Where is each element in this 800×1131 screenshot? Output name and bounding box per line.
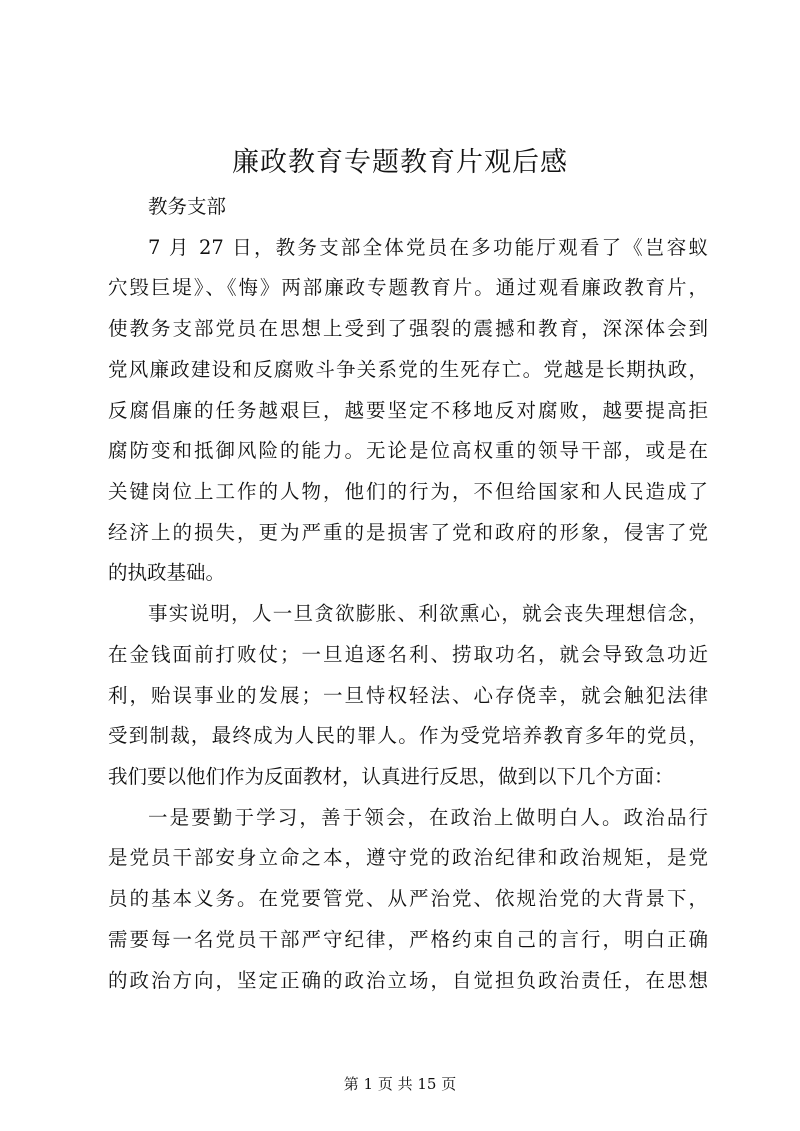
paragraph-line: 腐防变和抵御风险的能力。无论是位高权重的领导干部，或是在 xyxy=(108,439,708,462)
paragraph-line: 经济上的损失，更为严重的是损害了党和政府的形象，侵害了党 xyxy=(108,521,708,544)
paragraph-line: 反腐倡廉的任务越艰巨，越要坚定不移地反对腐败，越要提高拒 xyxy=(108,399,708,422)
paragraph-line: 我们要以他们作为反面教材，认真进行反思，做到以下几个方面： xyxy=(108,765,674,788)
page-number-footer: 第 1 页 共 15 页 xyxy=(343,1075,457,1093)
paragraph-line: 关键岗位上工作的人物，他们的行为，不但给国家和人民造成了 xyxy=(108,480,708,503)
paragraph-line: 穴毁巨堤》、《悔》两部廉政专题教育片。通过观看廉政教育片， xyxy=(108,276,708,299)
paragraph-line: 需要每一名党员干部严守纪律，严格约束自己的言行，明白正确 xyxy=(108,928,708,951)
paragraph-line: 一是要勤于学习，善于领会，在政治上做明白人。政治品行 xyxy=(148,806,708,829)
document-title: 廉政教育专题教育片观后感 xyxy=(232,147,568,178)
paragraph-line: 员的基本义务。在党要管党、从严治党、依规治党的大背景下， xyxy=(108,887,708,910)
paragraph-line: 的政治方向，坚定正确的政治立场，自觉担负政治责任，在思想 xyxy=(108,969,708,992)
paragraph-line: 党风廉政建设和反腐败斗争关系党的生死存亡。党越是长期执政， xyxy=(108,358,708,381)
paragraph-line: 的执政基础。 xyxy=(108,561,226,584)
paragraph-line: 受到制裁，最终成为人民的罪人。作为受党培养教育多年的党员， xyxy=(108,724,708,747)
paragraph-line: 在金钱面前打败仗；一旦追逐名利、捞取功名，就会导致急功近 xyxy=(108,643,708,666)
paragraph-line: 7 月 27 日，教务支部全体党员在多功能厅观看了《岂容蚁 xyxy=(148,236,708,259)
paragraph-line: 事实说明，人一旦贪欲膨胀、利欲熏心，就会丧失理想信念， xyxy=(148,602,708,625)
author-line: 教务支部 xyxy=(148,195,227,218)
paragraph-line: 是党员干部安身立命之本，遵守党的政治纪律和政治规矩，是党 xyxy=(108,846,708,869)
paragraph-line: 使教务支部党员在思想上受到了强裂的震撼和教育，深深体会到 xyxy=(108,317,708,340)
paragraph-line: 利，贻误事业的发展；一旦恃权轻法、心存侥幸，就会触犯法律 xyxy=(108,684,708,707)
